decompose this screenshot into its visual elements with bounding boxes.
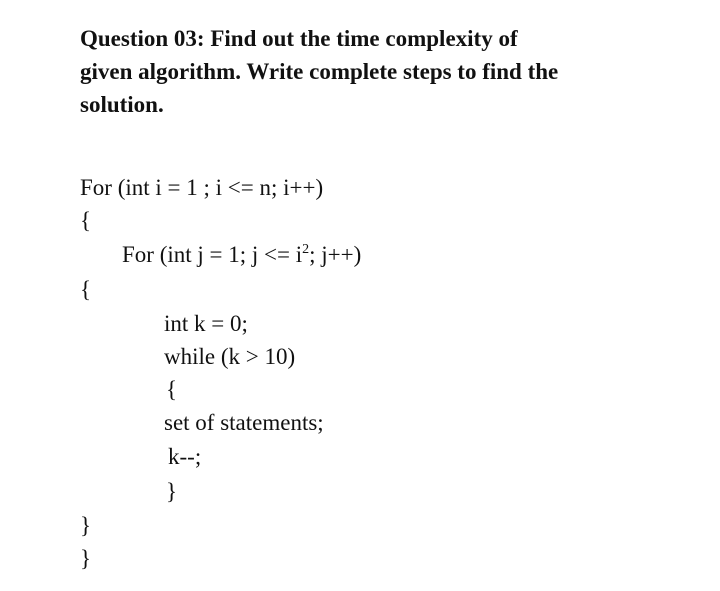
while-open-brace: { [166,377,178,402]
inner-for-loop [122,241,361,269]
decrement-k-statement: k--; [168,444,202,469]
outer-for-loop: For (int i = 1 ; i <= n; i++) [80,175,324,200]
inner-for-prefix: For (int j = 1; j <= i [122,242,303,267]
while-loop: while (k > 10) [164,344,296,369]
question-line-1: Question 03: Find out the time complexity of [80,26,518,51]
inner-open-brace: { [80,277,92,302]
question-line-2: given algorithm. Write complete steps to find the [80,59,559,84]
outer-close-brace: } [80,546,92,571]
init-k-statement: int k = 0; [164,311,248,336]
outer-open-brace: { [80,208,92,233]
question-heading [80,22,680,121]
while-close-brace: } [166,479,178,504]
inner-for-exponent: 2 [302,242,310,257]
inner-close-brace: } [80,513,92,538]
inner-for-suffix: ; j++) [309,242,362,267]
set-of-statements: set of statements; [164,410,324,435]
question-line-3: solution. [80,92,164,117]
